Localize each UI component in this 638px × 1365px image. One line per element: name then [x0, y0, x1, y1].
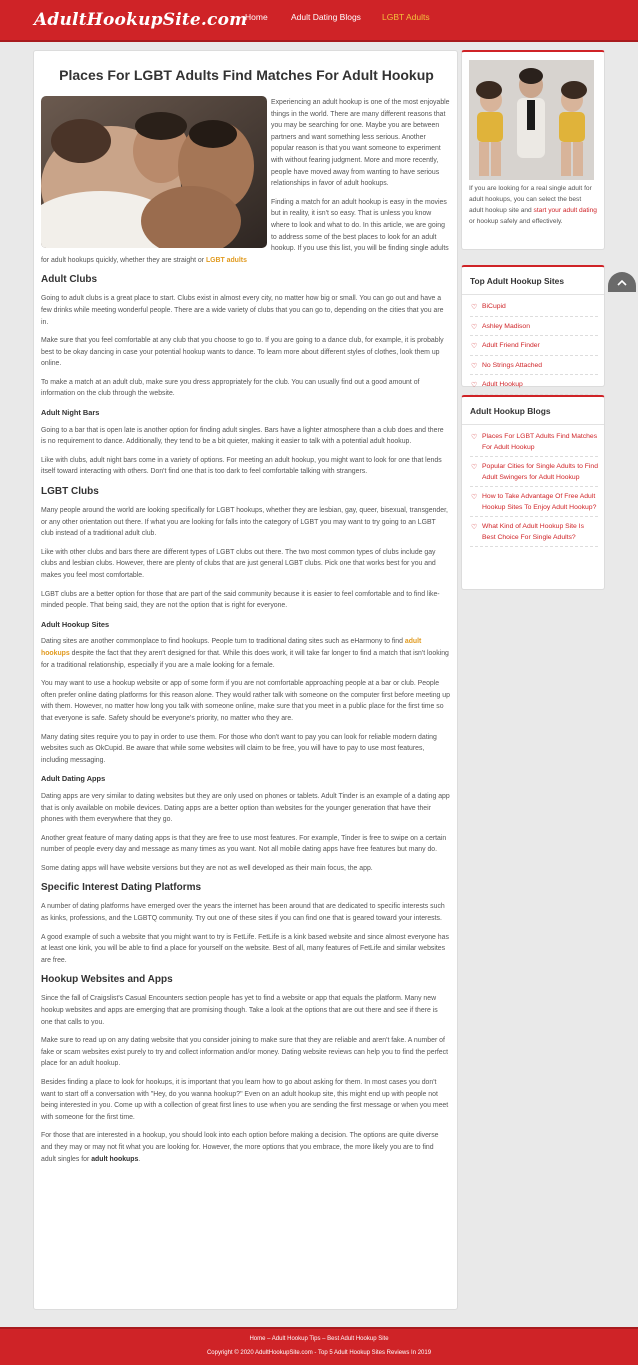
- list-item: [470, 375, 598, 395]
- scroll-to-top-button[interactable]: [608, 272, 636, 292]
- heading-specific-interest: Specific Interest Dating Platforms: [41, 882, 202, 894]
- heart-outline-icon: ♡: [471, 382, 478, 389]
- blog-link[interactable]: Places For LGBT Adults Find Matches For Adult Hookup: [482, 433, 598, 451]
- heading-lgbt-clubs: LGBT Clubs: [41, 486, 99, 498]
- footer-copyright: Copyright © 2020 AdultHookupSite.com - Top 5 Adult Hookup Sites Reviews In 2019: [206, 1350, 432, 1356]
- article-title: Places For LGBT Adults Find Matches For Adult Hookup: [59, 67, 434, 83]
- sidebar-top-sites: [461, 265, 605, 387]
- list-item: [470, 427, 598, 457]
- list-item: [470, 457, 598, 487]
- heart-outline-icon: ♡: [471, 494, 478, 501]
- apps-paragraph-1: Dating apps are very similar to dating websites but they are only used on phones or tablets. Adult Tinder is an example of a dating app that is only available on mobile devices. Dating apps are a better option than websites for the younger generation that have their phones with them everywhere that they go.: [41, 792, 450, 824]
- lgbt-paragraph-3: LGBT clubs are a better option for those that are part of the said community because it is easier to feel comfortable and to find like-minded people. That being said, they are not the option that is right for everyone.: [41, 590, 440, 610]
- article-card: [33, 50, 458, 1310]
- heading-adult-hookup-sites: Adult Hookup Sites: [41, 619, 110, 629]
- list-item: [470, 317, 598, 337]
- heart-outline-icon: ♡: [471, 434, 478, 441]
- sidebar-ad-text: If you are looking for a real single adult for adult hookups, you can select the best adult hookup site and start your adult dating or hookup safely and effectively.: [469, 185, 597, 225]
- site-link-ashley-madison[interactable]: Ashley Madison: [482, 322, 530, 330]
- blog-link[interactable]: Popular Cities for Single Adults to Find Adult Swingers for Adult Hookup: [482, 463, 598, 481]
- footer-links[interactable]: Home – Adult Hookup Tips – Best Adult Hookup Site: [249, 1336, 389, 1342]
- intro-paragraph-1: Experiencing an adult hookup is one of the most enjoyable things in the world. There are many different reasons that you may be searching for one. Maybe you are between partners and want something less serious. Another popular reason is that you want someone to experiment with without fearing judgment. More and more recently, people have moved away from wanting to have serious relationships in favor of adult hookups.: [271, 99, 450, 188]
- hookup-paragraph-1: Since the fall of Craigslist's Casual Encounters section people has yet to find a website or app that equals the platform. Many new hookup websites and apps are emerging that are promising though. Take a look at the options that are out there and see if there is one that calls to you.: [41, 995, 438, 1026]
- blog-link[interactable]: What Kind of Adult Hookup Site Is Best Choice For Single Adults?: [482, 523, 585, 541]
- specific-paragraph-2: A good example of such a website that you might want to try is FetLife. FetLife is a kink based website and since almost everyone has at least one kink, you will be able to find a place for yourself on the website. Best of all, many features of FetLife and similar websites are free.: [41, 933, 449, 964]
- site-logo[interactable]: AdultHookupSite.com: [34, 10, 248, 30]
- hookup-paragraph-2: Make sure to read up on any dating website that you consider joining to make sure that they are reliable and aren't fake. A number of fake or scam websites exist purely to try and collect information and/or money. Dating website reviews can help you to find the perfect place for an adult hookup.: [41, 1037, 449, 1068]
- clubs-paragraph-2: Make sure that you feel comfortable at any club that you choose to go to. If you are going to a dance club, for example, it is probably best to be okay dancing in case your potential hookup wants to dance. To learn more about different styles of clothes, look them up online.: [41, 337, 444, 368]
- clubs-paragraph-1: Going to adult clubs is a great place to start. Clubs exist in almost every city, no matter how big or small. You can go out and have a few drinks while meeting wonderful people. There are a wide variety of clubs that you can go to, depending on the cities that you are in.: [41, 295, 444, 326]
- site-link-no-strings-attached[interactable]: No Strings Attached: [482, 361, 543, 369]
- heart-outline-icon: ♡: [471, 524, 478, 531]
- chevron-up-icon: [617, 279, 627, 286]
- heart-outline-icon: ♡: [471, 323, 478, 331]
- nav-home[interactable]: Home: [245, 12, 268, 22]
- adult-hookups-link[interactable]: adult hookups: [41, 638, 422, 657]
- site-link-adult-hookup[interactable]: Adult Hookup: [482, 381, 523, 388]
- sidebar-ad: [461, 50, 605, 250]
- specific-paragraph-1: A number of dating platforms have emerged over the years the internet has been around that are dedicated to specific interests such as kinks, professions, and the LGBTQ community. Try out one of these sites if you can find one that is geared toward your interests.: [41, 903, 445, 923]
- site-link-adult-friend-finder[interactable]: Adult Friend Finder: [482, 342, 540, 349]
- lgbt-paragraph-2: Like with other clubs and bars there are different types of LGBT clubs out there. The two most common types of clubs include gay clubs and lesbian clubs. However, there are plenty of clubs that are just general LGBT clubs. Pick one that works best for you and makes you feel most comfortable.: [41, 548, 436, 579]
- heart-outline-icon: ♡: [471, 464, 478, 471]
- sites-paragraph-3: Many dating sites require you to pay in order to use them. For those who don't want to pay you can look for reliable modern dating websites such as OkCupid. Be aware that while some websites will claim to be free, you will have to pay to use most features, including messaging.: [41, 733, 437, 764]
- sites-paragraph-1: Dating sites are another commonplace to find hookups. People turn to traditional dating sites such as eHarmony to find adult hookups despite the fact that they aren't designed for that. While this does work, it will take far longer to find a match that isn't looking for a traditional relationship, especially if you are a male looking for a female.: [41, 638, 449, 669]
- blogs-title: Adult Hookup Blogs: [470, 406, 551, 416]
- site-header: [0, 0, 638, 42]
- heading-hookup-websites-apps: Hookup Websites and Apps: [41, 974, 173, 986]
- top-sites-list: [470, 297, 598, 395]
- start-adult-dating-link[interactable]: start your adult dating: [533, 207, 597, 214]
- list-item: [470, 297, 598, 317]
- blog-link[interactable]: How to Take Advantage Of Free Adult Hookup Sites To Enjoy Adult Hookup?: [482, 493, 597, 511]
- heart-outline-icon: ♡: [471, 362, 478, 370]
- list-item: [470, 517, 598, 547]
- list-item: [470, 336, 598, 356]
- list-item: [470, 356, 598, 376]
- heart-outline-icon: ♡: [471, 304, 478, 311]
- heading-adult-night-bars: Adult Night Bars: [41, 408, 100, 418]
- lgbt-paragraph-1: Many people around the world are looking specifically for LGBT hookups, whether they are lesbian, gay, queer, bisexual, transgender, or any other orientation out there. If what you are looking for falls into the category of LGBT you may want to try going to an LGBT club instead of a traditional adult club.: [41, 507, 448, 538]
- intro-paragraph-2: Finding a match for an adult hookup is easy in the movies but in reality, it isn't so easy. That is unless you know where to look and what to do. In this article, we are going to address some of the best places to look for an adult hookup. If you use this list, you will be finding single adults for adult hookups quickly, whether they are straight or LGBT adults: [41, 198, 449, 264]
- blogs-list: [470, 427, 598, 547]
- heart-outline-icon: ♡: [471, 343, 478, 350]
- nav-adult-dating-blogs[interactable]: Adult Dating Blogs: [291, 12, 361, 22]
- sidebar-blogs: [461, 395, 605, 590]
- lgbt-adults-link[interactable]: LGBT adults: [205, 256, 247, 264]
- heading-adult-clubs: Adult Clubs: [41, 274, 98, 286]
- clubs-paragraph-3: To make a match at an adult club, make sure you dress appropriately for the club. You can usually find out a good amount of information on the club through the website.: [41, 378, 420, 398]
- list-item: [470, 487, 598, 517]
- sites-paragraph-2: You may want to use a hookup website or app of some form if you are not comfortable approaching people at a bar or club. People often prefer online dating platforms for this reason alone. They would rather talk with someone on the computer first before meeting up with them. However, no matter how long you talk with someone online, make sure that you meet in a public place for the first time so that everyone is safe. Safety should be everyone's priority, no matter who they are.: [41, 680, 450, 722]
- apps-paragraph-3: Some dating apps will have website versions but they are not as well developed as their main focus, the app.: [41, 864, 373, 872]
- site-link-bicupid[interactable]: BiCupid: [482, 303, 506, 310]
- article-body: [41, 97, 450, 1172]
- apps-paragraph-2: Another great feature of many dating apps is that they are free to use most features. For example, Tinder is free to swipe on a certain number of people every day and message as many times as you want. Not all mobile dating apps have free features but many do.: [41, 834, 447, 854]
- bars-paragraph-1: Going to a bar that is open late is another option for finding adult singles. Bars have a lighter atmosphere than a club does and there is no requirement to dance. Additionally, they tend to be a bit quieter, making it easier to talk with a potential adult hookup.: [41, 426, 444, 446]
- sidebar-ad-image[interactable]: [469, 60, 594, 180]
- bars-paragraph-2: Like with clubs, adult night bars come in a variety of options. For meeting an adult hookup, you might want to look for one that lends itself toward interacting with others. Don't find one that is too dark to feel comfortable talking with strangers.: [41, 456, 442, 476]
- heading-adult-dating-apps: Adult Dating Apps: [41, 774, 106, 784]
- top-sites-title: Top Adult Hookup Sites: [470, 276, 564, 286]
- nav-lgbt-adults[interactable]: LGBT Adults: [382, 12, 430, 22]
- site-footer: [0, 1327, 638, 1365]
- hookup-paragraph-3: Besides finding a place to look for hookups, it is important that you learn how to go about asking for them. In most cases you don't want to start off a conversation with "Hey, do you wanna hookup?" Even on an adult hookup site, this might end up with people not being interested in you. Come up with a collection of great first lines to use when you are sending the first message or when you meet with someone for the first time.: [41, 1079, 449, 1121]
- hookup-paragraph-4: For those that are interested in a hookup, you should look into each option before making a decision. The options are quite diverse and they may or may not fit what you are looking for. However, the more options that you embrace, the more likely you are to find adult singles for adult hookups.: [41, 1132, 439, 1163]
